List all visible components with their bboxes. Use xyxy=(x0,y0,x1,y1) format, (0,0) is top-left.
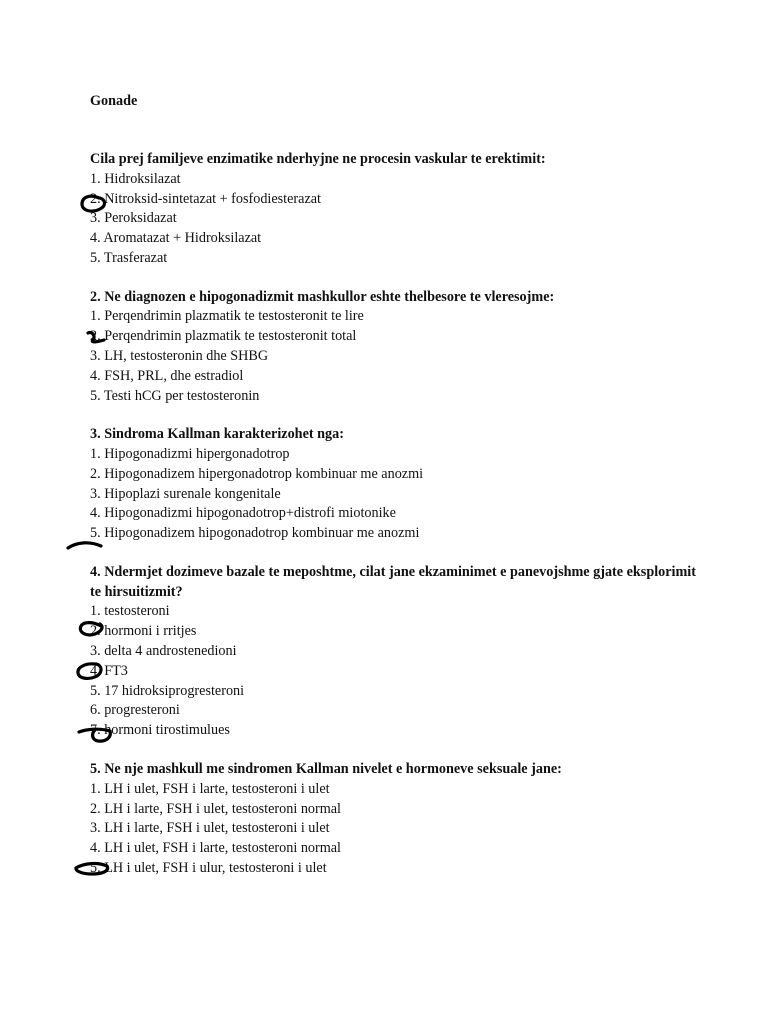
answer-option: 2. hormoni i rritjes xyxy=(90,623,197,640)
page-title: Gonade xyxy=(90,93,138,109)
question-text: 4. Ndermjet dozimeve bazale te meposhtme, cilat jane ekzaminimet e panevojshme gjate eksplorimit te hirsuitizmit? xyxy=(90,564,696,600)
answer-option: 4. FT3 xyxy=(90,662,128,679)
question-text: 2. Ne diagnozen e hipogonadizmit mashkullor eshte thelbesore te vleresojme: xyxy=(90,288,555,305)
answer-option: 2. Hipogonadizem hipergonadotrop kombinuar me anozmi xyxy=(90,465,424,482)
answer-option: 1. Perqendrimin plazmatik te testosteronit te lire xyxy=(90,308,364,325)
answer-option: 5. 17 hidroksiprogresteroni xyxy=(90,682,245,699)
answer-option: 7. hormoni tirostimulues xyxy=(90,722,230,739)
answer-option: 5. Hipogonadizem hipogonadotrop kombinuar me anozmi xyxy=(90,525,420,542)
answer-option: 2. LH i larte, FSH i ulet, testosteroni normal xyxy=(90,800,342,817)
question-5 xyxy=(90,760,700,879)
answer-option: 1. testosteroni xyxy=(90,603,170,620)
answer-option: 4. FSH, PRL, dhe estradiol xyxy=(90,367,244,384)
answer-option: 4. Aromatazat + Hidroksilazat xyxy=(90,230,262,247)
answer-option: 2. Nitroksid-sintetazat + fosfodiesterazat xyxy=(90,190,321,207)
answer-option: 3. LH, testosteronin dhe SHBG xyxy=(90,347,269,364)
answer-option: 5. LH i ulet, FSH i ulur, testosteroni i ulet xyxy=(90,859,327,876)
question-4 xyxy=(90,563,700,741)
question-text: 5. Ne nje mashkull me sindromen Kallman nivelet e hormoneve seksuale jane: xyxy=(90,761,562,778)
answer-option: 5. Testi hCG per testosteronin xyxy=(90,387,260,404)
answer-option: 1. Hidroksilazat xyxy=(90,170,181,187)
answer-option: 1. LH i ulet, FSH i larte, testosteroni i ulet xyxy=(90,780,330,797)
answer-option: 2. Perqendrimin plazmatik te testosteronit total xyxy=(90,328,357,345)
answer-option: 3. Peroksidazat xyxy=(90,210,177,227)
answer-option: 3. Hipoplazi surenale kongenitale xyxy=(90,485,281,502)
answer-option: 4. LH i ulet, FSH i larte, testosteroni normal xyxy=(90,840,342,857)
question-text: Cila prej familjeve enzimatike nderhyjne ne procesin vaskular te erektimit: xyxy=(90,151,546,167)
answer-option: 4. Hipogonadizmi hipogonadotrop+distrofi miotonike xyxy=(90,505,396,522)
answer-option: 1. Hipogonadizmi hipergonadotrop xyxy=(90,446,290,463)
answer-option: 3. delta 4 androstenedioni xyxy=(90,643,237,660)
answer-option: 5. Trasferazat xyxy=(90,249,168,266)
answer-option: 3. LH i larte, FSH i ulet, testosteroni i ulet xyxy=(90,820,330,837)
answer-option: 6. progresteroni xyxy=(90,702,180,719)
question-2 xyxy=(90,288,700,407)
question-1 xyxy=(90,150,700,269)
document-page xyxy=(90,91,700,879)
question-text: 3. Sindroma Kallman karakterizohet nga: xyxy=(90,426,344,443)
question-3 xyxy=(90,425,700,544)
